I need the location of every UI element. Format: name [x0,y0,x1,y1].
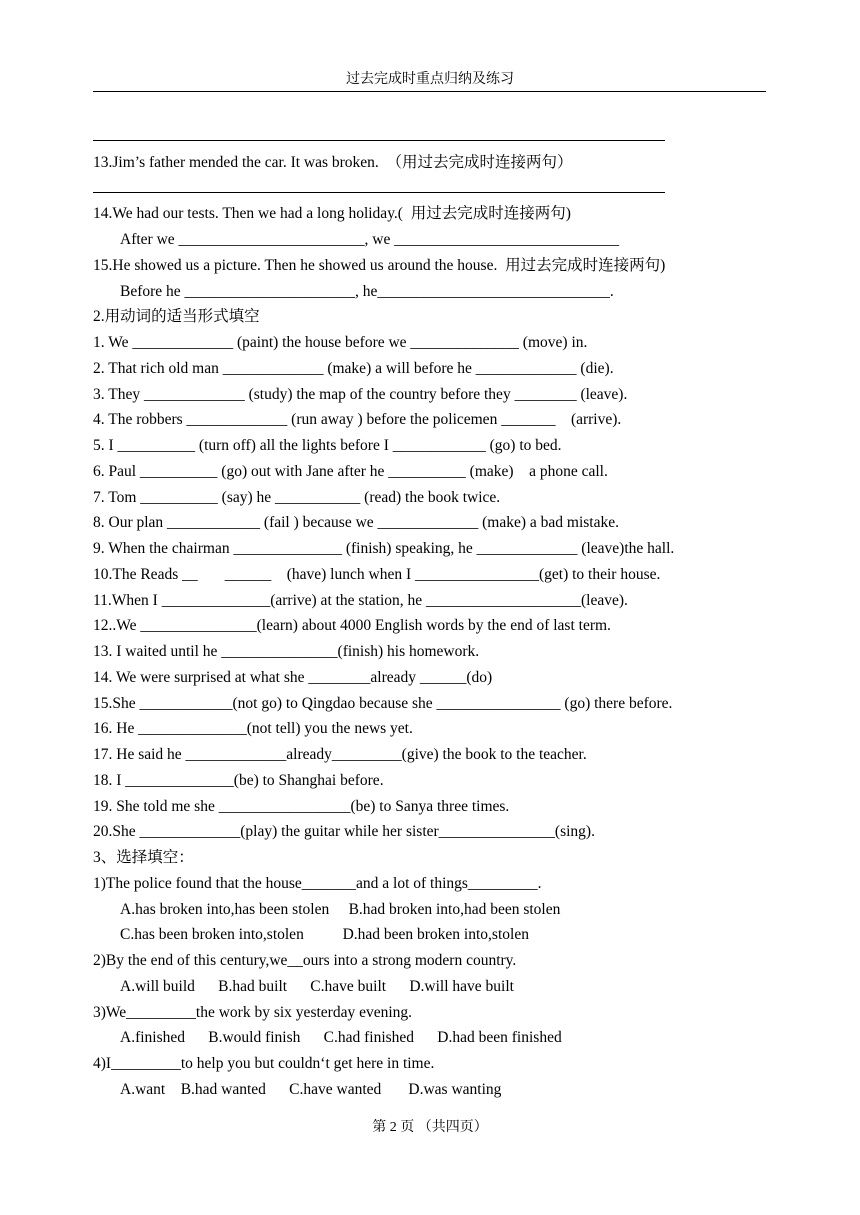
worksheet-line: Before he ______________________, he______________________________. [120,282,614,300]
worksheet-line: A.will build B.had built C.have built D.will have built [120,977,514,995]
page-footer: 第 2 页 （共四页） [372,1120,488,1135]
worksheet-line: C.has been broken into,stolen D.had been broken into,stolen [120,926,529,944]
worksheet-line: 17. He said he _____________already_________(give) the book to the teacher. [93,746,587,763]
worksheet-line: 8. Our plan ____________ (fail ) because we _____________ (make) a bad mistake. [93,514,620,532]
answer-blank-line [93,124,773,150]
worksheet-line: 1)The police found that the house_______and a lot of things_________. [93,874,542,892]
worksheet-line: 14. We were surprised at what she ________already ______(do) [93,668,493,686]
worksheet-line: 2. That rich old man _____________ (make) a will before he _____________ (die). [93,359,614,377]
worksheet-body [93,124,773,1103]
worksheet-line: A.has broken into,has been stolen B.had broken into,had been stolen [120,900,561,918]
worksheet-line: 19. She told me she _________________(be) to Sanya three times. [93,797,510,815]
answer-blank-line [93,176,773,202]
worksheet-line: 10.The Reads __ ______ (have) lunch when I ________________(get) to their house. [93,565,661,583]
answer-underline [93,127,665,141]
header-divider [93,91,766,92]
worksheet-line: 9. When the chairman ______________ (finish) speaking, he _____________ (leave)the hall. [93,540,675,557]
worksheet-line: 13.Jim’s father mended the car. It was broken. （用过去完成时连接两句） [93,153,573,171]
worksheet-line: 3、选择填空： [93,849,194,866]
answer-underline [93,179,665,193]
worksheet-line: 3)We_________the work by six yesterday evening. [93,1003,413,1021]
worksheet-line: 15.She ____________(not go) to Qingdao because she ________________ (go) there before. [93,694,673,712]
worksheet-line: 3. They _____________ (study) the map of the country before they ________ (leave). [93,385,628,403]
worksheet-line: 15.He showed us a picture. Then he showed us around the house. 用过去完成时连接两句) [93,256,666,274]
worksheet-line: 4. The robbers _____________ (run away ) before the policemen _______ (arrive). [93,411,622,429]
worksheet-line: 6. Paul __________ (go) out with Jane after he __________ (make) a phone call. [93,462,608,480]
worksheet-line: 11.When I ______________(arrive) at the station, he ____________________(leave). [93,591,628,609]
worksheet-line: 5. I __________ (turn off) all the lights before I ____________ (go) to bed. [93,437,562,454]
worksheet-line: A.want B.had wanted C.have wanted D.was wanting [120,1080,502,1098]
worksheet-line: 4)I_________to help you but couldn‘t get here in time. [93,1055,435,1072]
worksheet-line: 12..We _______________(learn) about 4000 English words by the end of last term. [93,617,611,635]
worksheet-line: 2.用动词的适当形式填空 [93,308,260,326]
worksheet-line: 7. Tom __________ (say) he ___________ (read) the book twice. [93,488,501,506]
worksheet-line: 18. I ______________(be) to Shanghai before. [93,771,384,789]
worksheet-line: 13. I waited until he _______________(finish) his homework. [93,643,480,660]
worksheet-line: 2)By the end of this century,we__ours into a strong modern country. [93,952,517,969]
worksheet-line: 16. He ______________(not tell) you the news yet. [93,720,413,738]
worksheet-line: A.finished B.would finish C.had finished D.had been finished [120,1029,562,1047]
worksheet-line: After we ________________________, we _____________________________ [120,231,619,248]
worksheet-line: 14.We had our tests. Then we had a long holiday.( 用过去完成时连接两句) [93,205,571,223]
worksheet-line: 1. We _____________ (paint) the house before we ______________ (move) in. [93,334,588,351]
worksheet-line: 20.She _____________(play) the guitar while her sister_______________(sing). [93,823,595,841]
page-header-title: 过去完成时重点归纳及练习 [346,72,514,87]
